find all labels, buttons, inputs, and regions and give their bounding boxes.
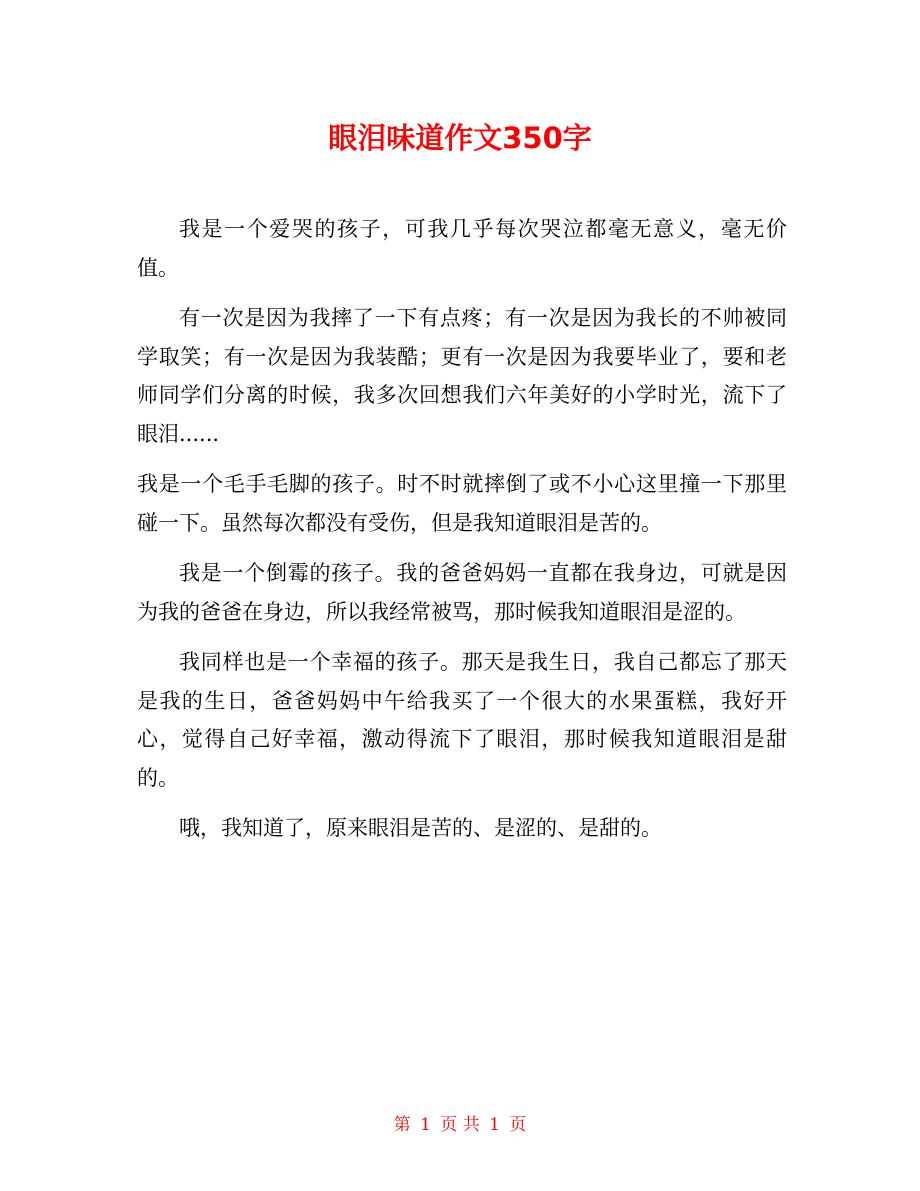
page-footer: [0, 1112, 920, 1138]
paragraph-1: 我是一个爱哭的孩子，可我几乎每次哭泣都毫无意义，毫无价值。: [137, 217, 787, 280]
paragraph-4: 我是一个倒霉的孩子。我的爸爸妈妈一直都在我身边，可就是因为我的爸爸在身边，所以我经常被骂，那时候我知道眼泪是涩的。: [137, 561, 787, 624]
footer-prefix: 第: [393, 1115, 411, 1135]
paragraph-3: 我是一个毛手毛脚的孩子。时不时就摔倒了或不小心这里撞一下那里碰一下。虽然每次都没有受伤，但是我知道眼泪是苦的。: [137, 472, 787, 535]
footer-suffix: 页: [509, 1115, 527, 1135]
footer-current-page: 1: [420, 1115, 431, 1135]
paragraph-2: 有一次是因为我摔了一下有点疼；有一次是因为我长的不帅被同学取笑；有一次是因为我装酷；更有一次是因为我要毕业了，要和老师同学们分离的时候，我多次回想我们六年美好的小学时光，流下了眼泪......: [137, 306, 787, 446]
footer-middle: 页 共: [440, 1115, 480, 1135]
paragraph-5: 我同样也是一个幸福的孩子。那天是我生日，我自己都忘了那天是我的生日，爸爸妈妈中午给我买了一个很大的水果蛋糕，我好开心，觉得自己好幸福，激动得流下了眼泪，那时候我知道眼泪是甜的。: [137, 650, 787, 790]
paragraph-6: 哦，我知道了，原来眼泪是苦的、是涩的、是甜的。: [179, 816, 662, 840]
page-title: 眼泪味道作文350字: [328, 121, 592, 155]
document-body: [137, 210, 787, 860]
footer-total-pages: 1: [489, 1115, 500, 1135]
